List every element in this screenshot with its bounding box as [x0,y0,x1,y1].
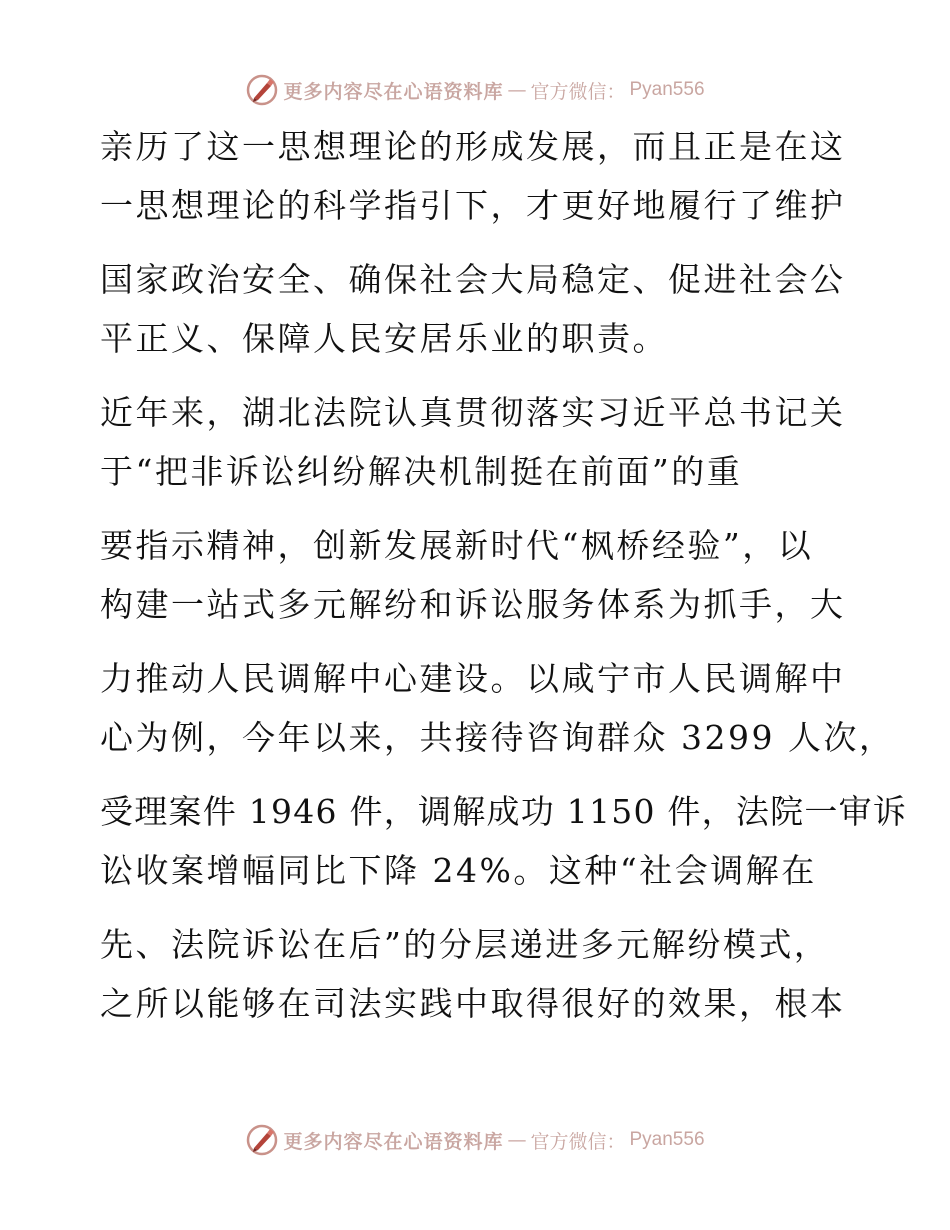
header-watermark [0,70,950,110]
body-line: 国家政治安全、确保社会大局稳定、促进社会公 [100,260,846,299]
watermark-wechat-id: Pyan556 [629,1129,705,1150]
watermark-sub-text: 官方微信： [530,80,626,103]
body-line: 受理案件 1946 件，调解成功 1150 件，法院一审诉 [100,792,908,831]
body-line: 平正义、保障人民安居乐业的职责。 [100,319,668,358]
body-line: 构建一站式多元解纷和诉讼服务体系为抓手，大 [100,585,846,624]
body-line: 之所以能够在司法实践中取得很好的效果，根本 [100,984,846,1023]
watermark-main-text: 更多内容尽在心语资料库 [283,80,504,103]
pen-logo-icon [245,1123,279,1157]
body-line: 要指示精神，创新发展新时代“枫桥经验”，以 [100,526,814,565]
footer-watermark [0,1120,950,1160]
pen-logo-icon [245,73,279,107]
body-line: 一思想理论的科学指引下，才更好地履行了维护 [100,186,846,225]
body-line: 近年来，湖北法院认真贯彻落实习近平总书记关 [100,393,846,432]
watermark-sub-text: 官方微信： [530,1130,626,1153]
body-line: 亲历了这一思想理论的形成发展，而且正是在这 [100,127,846,166]
watermark-content [245,1123,704,1157]
body-line: 心为例，今年以来，共接待咨询群众 3299 人次， [100,718,895,757]
body-line: 先、法院诉讼在后”的分层递进多元解纷模式， [100,925,830,964]
body-line: 于“把非诉讼纠纷解决机制挺在前面”的重 [100,452,743,491]
watermark-dash: — [507,79,527,101]
watermark-content [245,73,704,107]
body-line: 讼收案增幅同比下降 24%。这种“社会调解在 [100,851,817,890]
watermark-wechat-id: Pyan556 [629,79,705,100]
watermark-dash: — [507,1129,527,1151]
watermark-main-text: 更多内容尽在心语资料库 [283,1130,504,1153]
body-line: 力推动人民调解中心建设。以咸宁市人民调解中 [100,659,846,698]
